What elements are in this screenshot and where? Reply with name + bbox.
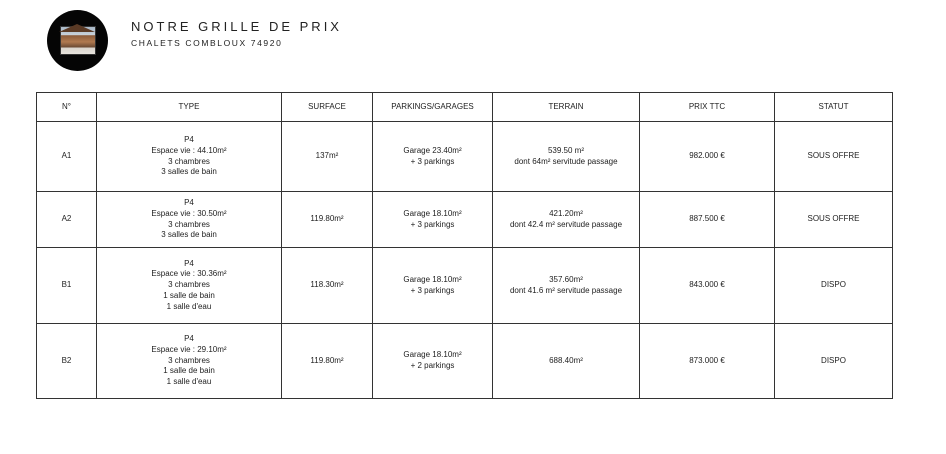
cell-parking (373, 192, 493, 248)
terrain-line: 688.40m² (549, 355, 583, 365)
column-header-prix: PRIX TTC (640, 93, 775, 122)
type-line: 3 chambres (168, 355, 210, 365)
parking-line: + 3 parkings (410, 219, 455, 229)
type-line: P4 (184, 134, 194, 144)
cell-num: B1 (37, 248, 97, 324)
type-line: Espace vie : 30.36m² (151, 269, 227, 279)
type-line: 1 salle de bain (163, 290, 215, 300)
parking-line: Garage 23.40m² (403, 145, 462, 155)
cell-prix: 843.000 € (640, 248, 775, 324)
type-line: P4 (184, 258, 194, 268)
cell-terrain (493, 248, 640, 324)
cell-parking (373, 248, 493, 324)
column-header-surface: SURFACE (282, 93, 373, 122)
terrain-line: dont 42.4 m² servitude passage (509, 219, 623, 229)
column-header-type: TYPE (97, 93, 282, 122)
cell-statut: DISPO (775, 248, 893, 324)
type-line: Espace vie : 44.10m² (151, 145, 227, 155)
cell-num: B2 (37, 324, 97, 399)
table-row (37, 248, 893, 324)
cell-parking (373, 122, 493, 192)
cell-terrain (493, 324, 640, 399)
cell-type (97, 122, 282, 192)
type-line: 3 salles de bain (161, 167, 217, 177)
type-line: Espace vie : 30.50m² (151, 208, 227, 218)
cell-prix: 873.000 € (640, 324, 775, 399)
parking-line: + 3 parkings (410, 156, 455, 166)
cell-num: A2 (37, 192, 97, 248)
cell-prix: 982.000 € (640, 122, 775, 192)
logo (47, 10, 108, 71)
table-row (37, 324, 893, 399)
type-line: 3 chambres (168, 280, 210, 290)
terrain-line: 421.20m² (549, 208, 583, 218)
terrain-line: 357.60m² (549, 274, 583, 284)
cell-type (97, 248, 282, 324)
page-title: NOTRE GRILLE DE PRIX (131, 19, 342, 34)
cell-surface: 119.80m² (282, 324, 373, 399)
cell-surface: 119.80m² (282, 192, 373, 248)
parking-line: Garage 18.10m² (403, 350, 462, 360)
table-row (37, 192, 893, 248)
cell-statut: SOUS OFFRE (775, 122, 893, 192)
column-header-statut: STATUT (775, 93, 893, 122)
type-line: 1 salle d'eau (166, 377, 212, 387)
parking-line: Garage 18.10m² (403, 274, 462, 284)
type-line: P4 (184, 197, 194, 207)
type-line: P4 (184, 334, 194, 343)
price-table (36, 92, 893, 399)
cell-num: A1 (37, 122, 97, 192)
table-row (37, 122, 893, 192)
terrain-line: 539.50 m² (547, 145, 585, 155)
table-header-row (37, 93, 893, 122)
cell-surface: 118.30m² (282, 248, 373, 324)
type-line: Espace vie : 29.10m² (151, 344, 227, 354)
parking-line: Garage 18.10m² (403, 208, 462, 218)
cell-prix: 887.500 € (640, 192, 775, 248)
type-line: 3 chambres (168, 219, 210, 229)
cell-statut: SOUS OFFRE (775, 192, 893, 248)
roof-icon (59, 24, 95, 32)
terrain-line: dont 64m² servitude passage (514, 156, 618, 166)
type-line: 3 salles de bain (161, 230, 217, 240)
cell-surface: 137m² (282, 122, 373, 192)
page-subtitle: CHALETS COMBLOUX 74920 (131, 38, 283, 48)
cell-type (97, 324, 282, 399)
cell-type (97, 192, 282, 248)
column-header-parking: PARKINGS/GARAGES (373, 93, 493, 122)
cell-terrain (493, 192, 640, 248)
parking-line: + 3 parkings (410, 285, 455, 295)
parking-line: + 2 parkings (410, 361, 455, 370)
column-header-terrain: TERRAIN (493, 93, 640, 122)
type-line: 1 salle de bain (163, 366, 215, 376)
cell-parking (373, 324, 493, 399)
type-line: 3 chambres (168, 156, 210, 166)
cell-statut: DISPO (775, 324, 893, 399)
type-line: 1 salle d'eau (166, 301, 212, 311)
cell-terrain (493, 122, 640, 192)
terrain-line: dont 41.6 m² servitude passage (509, 285, 623, 295)
column-header-num: N° (37, 93, 97, 122)
